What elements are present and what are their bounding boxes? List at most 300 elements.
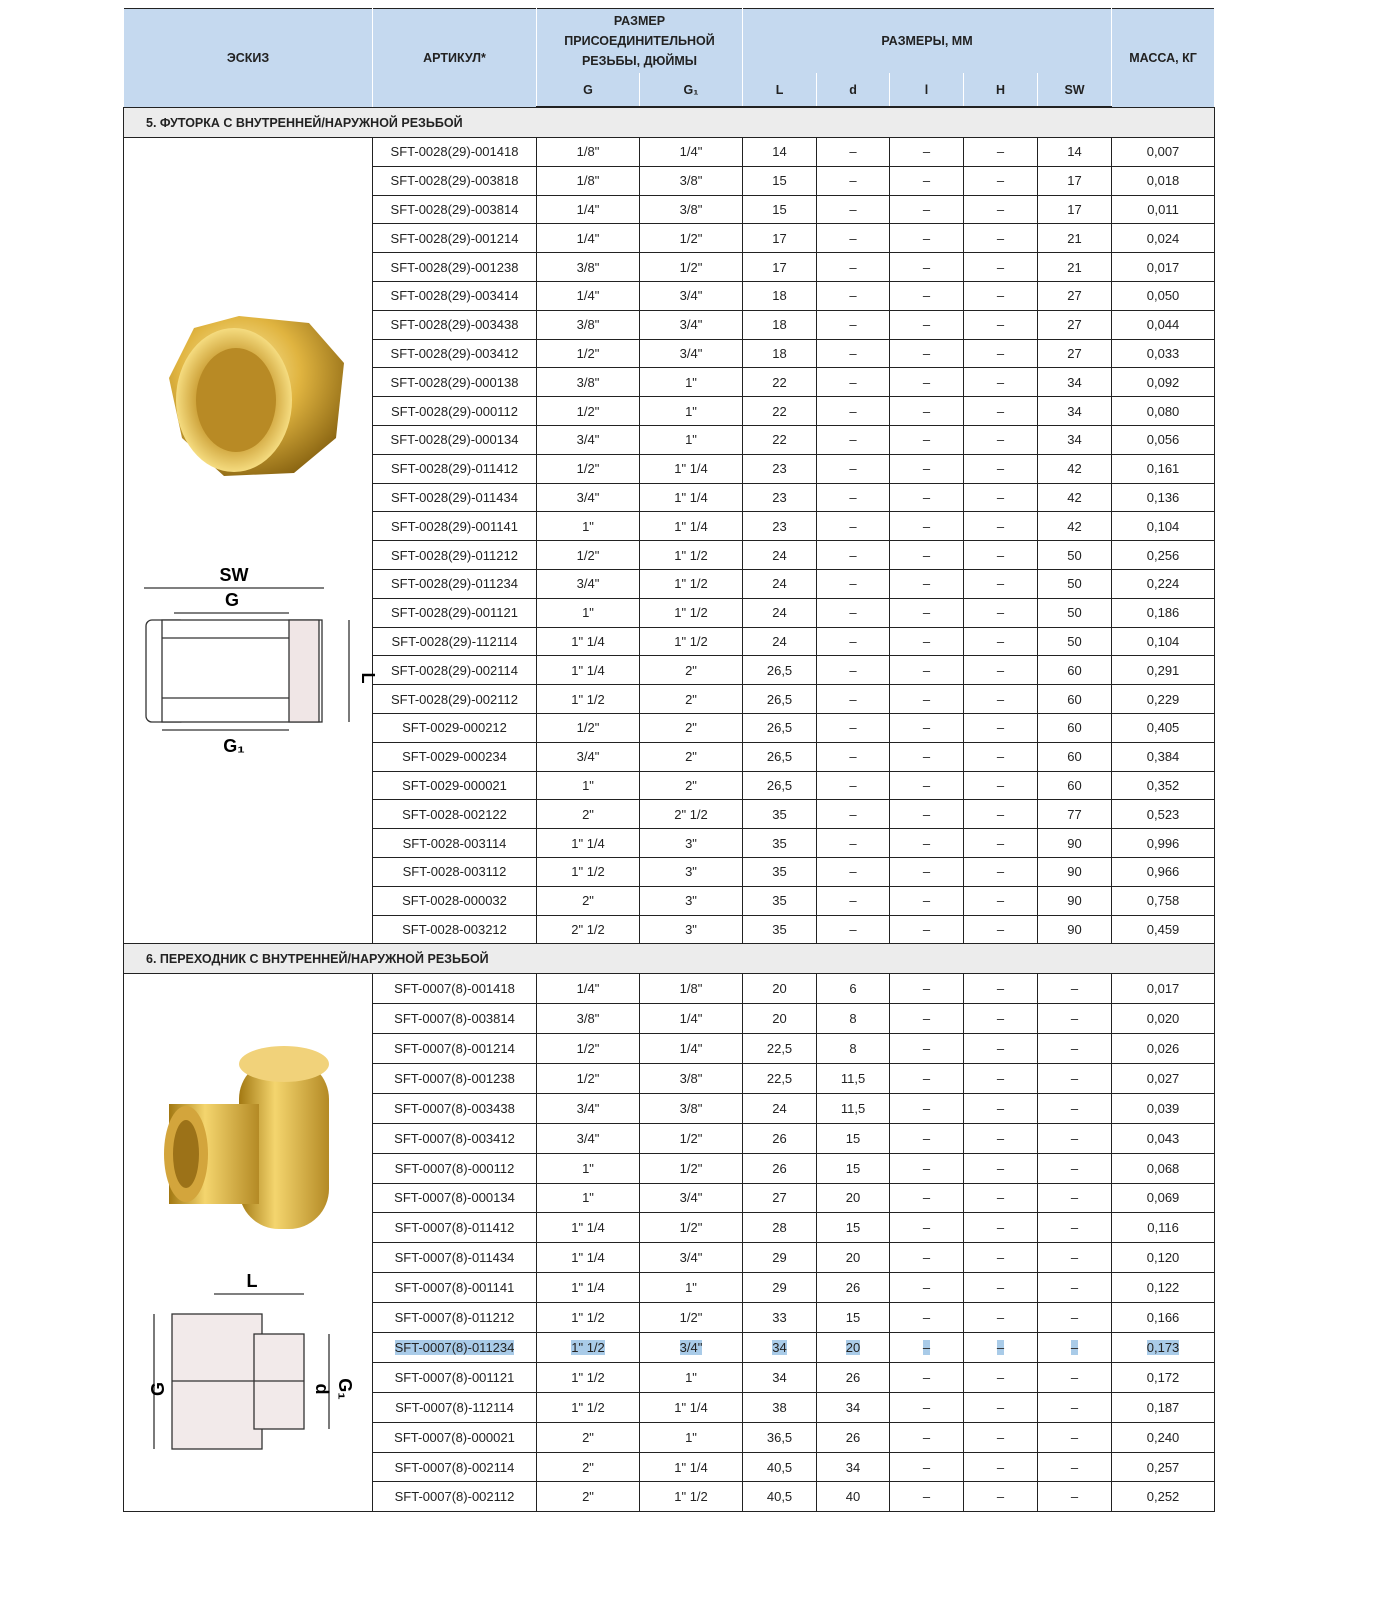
mass-value: 0,104 bbox=[1146, 633, 1180, 649]
cell-l-small bbox=[890, 195, 964, 224]
cell-g1 bbox=[640, 195, 743, 224]
cell-d bbox=[817, 1183, 890, 1213]
cell-g1 bbox=[640, 1034, 743, 1064]
mass-value: 0,229 bbox=[1146, 691, 1180, 707]
sw-value: – bbox=[1070, 1220, 1079, 1236]
cell-l bbox=[743, 627, 817, 656]
cell-g1 bbox=[640, 397, 743, 426]
d-value: – bbox=[849, 864, 857, 880]
article-value: SFT-0007(8)-003412 bbox=[394, 1130, 515, 1146]
cell-l-small bbox=[890, 397, 964, 426]
article-value: SFT-0007(8)-000134 bbox=[394, 1190, 515, 1206]
cell-l bbox=[743, 915, 817, 944]
cell-g1 bbox=[640, 915, 743, 944]
cell-h bbox=[964, 1243, 1038, 1273]
cell-h bbox=[964, 915, 1038, 944]
cell-d bbox=[817, 627, 890, 656]
cell-l-small bbox=[890, 829, 964, 858]
cell-l bbox=[743, 713, 817, 742]
cell-l bbox=[743, 974, 817, 1004]
sw-value: 50 bbox=[1067, 633, 1082, 649]
sw-value: – bbox=[1070, 1041, 1079, 1057]
l-small-value: – bbox=[922, 345, 931, 361]
cell-sw bbox=[1038, 425, 1112, 454]
cell-d bbox=[817, 742, 890, 771]
cell-article bbox=[373, 1452, 537, 1482]
cell-article bbox=[373, 541, 537, 570]
cell-g1 bbox=[640, 1004, 743, 1034]
cell-g1 bbox=[640, 1392, 743, 1422]
header-sketch: ЭСКИЗ bbox=[124, 9, 373, 108]
cell-g bbox=[537, 1422, 640, 1452]
cell-article bbox=[373, 742, 537, 771]
g-value: 3/4" bbox=[576, 749, 600, 765]
cell-d bbox=[817, 1303, 890, 1333]
g1-value: 3/8" bbox=[679, 201, 703, 217]
cell-sw bbox=[1038, 1362, 1112, 1392]
article-value: SFT-0028-003112 bbox=[402, 864, 507, 880]
cell-l bbox=[743, 886, 817, 915]
mass-value: 0,172 bbox=[1146, 1369, 1180, 1385]
header-mass: МАССА, КГ bbox=[1112, 9, 1215, 108]
l-value: 24 bbox=[772, 1100, 787, 1116]
cell-g1 bbox=[640, 1333, 743, 1363]
cell-l bbox=[743, 425, 817, 454]
g-value: 2" bbox=[582, 1489, 594, 1505]
sw-value: 21 bbox=[1067, 259, 1082, 275]
h-value: – bbox=[996, 662, 1005, 678]
l-value: 35 bbox=[772, 835, 787, 851]
d-value: – bbox=[849, 720, 857, 736]
cell-g bbox=[537, 253, 640, 282]
d-value: 8 bbox=[849, 1011, 857, 1027]
h-value: – bbox=[996, 547, 1005, 563]
cell-mass bbox=[1112, 310, 1215, 339]
cell-g bbox=[537, 310, 640, 339]
mass-value: 0,024 bbox=[1146, 230, 1180, 246]
g1-value: 3/4" bbox=[679, 1190, 703, 1206]
cell-mass bbox=[1112, 569, 1215, 598]
cell-d bbox=[817, 915, 890, 944]
cell-h bbox=[964, 483, 1038, 512]
sw-value: – bbox=[1070, 1369, 1079, 1385]
g1-value: 1" bbox=[685, 1429, 697, 1445]
cell-g1 bbox=[640, 1303, 743, 1333]
article-value: SFT-0007(8)-011212 bbox=[394, 1310, 515, 1326]
cell-l-small bbox=[890, 713, 964, 742]
d-value: – bbox=[849, 777, 857, 793]
l-value: 38 bbox=[772, 1399, 787, 1415]
l-small-value: – bbox=[922, 1339, 931, 1355]
cell-g bbox=[537, 1153, 640, 1183]
cell-d bbox=[817, 1243, 890, 1273]
cell-sw bbox=[1038, 1123, 1112, 1153]
cell-l bbox=[743, 1452, 817, 1482]
cell-d bbox=[817, 1362, 890, 1392]
cell-l bbox=[743, 771, 817, 800]
cell-mass bbox=[1112, 915, 1215, 944]
cell-article bbox=[373, 1093, 537, 1123]
cell-mass bbox=[1112, 339, 1215, 368]
cell-sw bbox=[1038, 915, 1112, 944]
cell-g bbox=[537, 512, 640, 541]
cell-l-small bbox=[890, 1004, 964, 1034]
cell-l bbox=[743, 512, 817, 541]
cell-d bbox=[817, 771, 890, 800]
cell-l-small bbox=[890, 857, 964, 886]
cell-h bbox=[964, 138, 1038, 167]
mass-value: 0,186 bbox=[1146, 605, 1180, 621]
g1-value: 1/2" bbox=[679, 230, 703, 246]
g-value: 1/2" bbox=[576, 1070, 600, 1086]
cell-l bbox=[743, 1153, 817, 1183]
h-value: – bbox=[996, 1459, 1005, 1475]
l-value: 35 bbox=[772, 921, 787, 937]
h-value: – bbox=[996, 317, 1005, 333]
sw-value: 60 bbox=[1067, 777, 1082, 793]
h-value: – bbox=[996, 461, 1005, 477]
article-value: SFT-0028(29)-001121 bbox=[391, 605, 518, 621]
cell-sw bbox=[1038, 1452, 1112, 1482]
cell-l-small bbox=[890, 1333, 964, 1363]
cell-sw bbox=[1038, 1333, 1112, 1363]
cell-mass bbox=[1112, 281, 1215, 310]
sw-value: 77 bbox=[1067, 806, 1082, 822]
article-value: SFT-0028(29)-001214 bbox=[390, 230, 519, 246]
cell-g bbox=[537, 569, 640, 598]
d-value: – bbox=[849, 518, 857, 534]
mass-value: 0,068 bbox=[1146, 1160, 1180, 1176]
d-value: 20 bbox=[845, 1339, 861, 1355]
article-value: SFT-0007(8)-000112 bbox=[394, 1160, 515, 1176]
cell-l bbox=[743, 310, 817, 339]
d-value: 15 bbox=[845, 1130, 861, 1146]
article-value: SFT-0028(29)-000112 bbox=[391, 403, 518, 419]
mass-value: 0,161 bbox=[1146, 461, 1180, 477]
cell-article bbox=[373, 915, 537, 944]
l-value: 26,5 bbox=[766, 749, 793, 765]
l-value: 24 bbox=[772, 547, 787, 563]
l-value: 24 bbox=[772, 633, 787, 649]
mass-value: 0,523 bbox=[1146, 806, 1180, 822]
l-value: 40,5 bbox=[766, 1459, 793, 1475]
d-value: – bbox=[849, 201, 857, 217]
cell-mass bbox=[1112, 857, 1215, 886]
cell-d bbox=[817, 685, 890, 714]
cell-h bbox=[964, 1422, 1038, 1452]
table-row bbox=[124, 974, 1215, 1004]
cell-sw bbox=[1038, 281, 1112, 310]
g1-value: 1" bbox=[685, 374, 697, 390]
d-value: – bbox=[849, 893, 857, 909]
cell-h bbox=[964, 1213, 1038, 1243]
cell-sw bbox=[1038, 857, 1112, 886]
g-value: 1" 1/4 bbox=[571, 1250, 605, 1266]
h-value: – bbox=[996, 777, 1005, 793]
cell-l bbox=[743, 1333, 817, 1363]
cell-article bbox=[373, 1392, 537, 1422]
cell-sw bbox=[1038, 1422, 1112, 1452]
cell-l bbox=[743, 541, 817, 570]
cell-mass bbox=[1112, 1243, 1215, 1273]
cell-article bbox=[373, 310, 537, 339]
cell-l bbox=[743, 1303, 817, 1333]
cell-l bbox=[743, 685, 817, 714]
cell-l bbox=[743, 397, 817, 426]
cell-sw bbox=[1038, 1273, 1112, 1303]
cell-h bbox=[964, 397, 1038, 426]
cell-mass bbox=[1112, 1303, 1215, 1333]
l-small-value: – bbox=[922, 1459, 931, 1475]
article-value: SFT-0028(29)-003438 bbox=[390, 317, 519, 333]
mass-value: 0,122 bbox=[1146, 1280, 1180, 1296]
g1-value: 1" bbox=[685, 1280, 697, 1296]
g1-value: 1" 1/2 bbox=[674, 576, 708, 592]
article-value: SFT-0028(29)-011434 bbox=[391, 489, 518, 505]
cell-l bbox=[743, 368, 817, 397]
cell-g bbox=[537, 541, 640, 570]
article-value: SFT-0028(29)-001141 bbox=[391, 518, 518, 534]
cell-d bbox=[817, 886, 890, 915]
l-small-value: – bbox=[922, 461, 931, 477]
cell-mass bbox=[1112, 454, 1215, 483]
cell-l bbox=[743, 598, 817, 627]
article-value: SFT-0007(8)-011234 bbox=[394, 1339, 515, 1355]
drawing-label: SW bbox=[219, 565, 249, 585]
h-value: – bbox=[996, 259, 1005, 275]
h-value: – bbox=[996, 1280, 1005, 1296]
cell-article bbox=[373, 397, 537, 426]
mass-value: 0,459 bbox=[1146, 921, 1180, 937]
cell-d bbox=[817, 339, 890, 368]
cell-l-small bbox=[890, 1213, 964, 1243]
cell-article bbox=[373, 253, 537, 282]
cell-d bbox=[817, 224, 890, 253]
l-value: 33 bbox=[772, 1310, 787, 1326]
h-value: – bbox=[996, 201, 1005, 217]
cell-l-small bbox=[890, 569, 964, 598]
mass-value: 0,027 bbox=[1146, 1070, 1180, 1086]
g-value: 3/4" bbox=[576, 432, 600, 448]
cell-article bbox=[373, 771, 537, 800]
sw-value: 17 bbox=[1067, 173, 1082, 189]
cell-g1 bbox=[640, 512, 743, 541]
cell-l-small bbox=[890, 974, 964, 1004]
cell-l-small bbox=[890, 1273, 964, 1303]
cell-sw bbox=[1038, 224, 1112, 253]
cell-h bbox=[964, 857, 1038, 886]
cell-g bbox=[537, 1034, 640, 1064]
cell-l-small bbox=[890, 138, 964, 167]
mass-value: 0,187 bbox=[1146, 1399, 1180, 1415]
cell-mass bbox=[1112, 886, 1215, 915]
cell-h bbox=[964, 1093, 1038, 1123]
l-small-value: – bbox=[922, 1489, 931, 1505]
cell-g1 bbox=[640, 598, 743, 627]
l-value: 15 bbox=[772, 201, 787, 217]
cell-g1 bbox=[640, 1452, 743, 1482]
sw-value: 60 bbox=[1067, 691, 1082, 707]
g1-value: 1" 1/4 bbox=[674, 518, 708, 534]
cell-article bbox=[373, 454, 537, 483]
l-value: 22 bbox=[772, 432, 787, 448]
cell-mass bbox=[1112, 1213, 1215, 1243]
g-value: 2" bbox=[582, 893, 594, 909]
cell-sw bbox=[1038, 138, 1112, 167]
cell-article bbox=[373, 1333, 537, 1363]
cell-article bbox=[373, 1422, 537, 1452]
sw-value: – bbox=[1070, 1130, 1079, 1146]
mass-value: 0,384 bbox=[1146, 749, 1180, 765]
article-value: SFT-0029-000212 bbox=[402, 720, 507, 736]
l-value: 29 bbox=[772, 1250, 787, 1266]
h-value: – bbox=[996, 864, 1005, 880]
sw-value: – bbox=[1070, 1160, 1079, 1176]
g1-value: 3/4" bbox=[679, 1250, 703, 1266]
cell-sw bbox=[1038, 483, 1112, 512]
cell-l-small bbox=[890, 1093, 964, 1123]
h-value: – bbox=[996, 1190, 1005, 1206]
cell-g bbox=[537, 1123, 640, 1153]
cell-l-small bbox=[890, 771, 964, 800]
g1-value: 3/4" bbox=[679, 1339, 703, 1355]
sw-value: 90 bbox=[1067, 893, 1082, 909]
g-value: 2" bbox=[582, 1429, 594, 1445]
l-value: 35 bbox=[772, 893, 787, 909]
cell-g bbox=[537, 771, 640, 800]
article-value: SFT-0028(29)-011234 bbox=[391, 576, 518, 592]
cell-l bbox=[743, 1183, 817, 1213]
h-value: – bbox=[996, 749, 1005, 765]
cell-article bbox=[373, 1273, 537, 1303]
h-value: – bbox=[996, 1041, 1005, 1057]
cell-mass bbox=[1112, 656, 1215, 685]
g1-value: 1" bbox=[685, 1369, 697, 1385]
g-value: 2" 1/2 bbox=[571, 921, 605, 937]
cell-h bbox=[964, 1452, 1038, 1482]
mass-value: 0,050 bbox=[1146, 288, 1180, 304]
l-small-value: – bbox=[922, 374, 931, 390]
cell-l-small bbox=[890, 1063, 964, 1093]
cell-mass bbox=[1112, 541, 1215, 570]
l-value: 22 bbox=[772, 403, 787, 419]
cell-g1 bbox=[640, 253, 743, 282]
l-value: 23 bbox=[772, 518, 787, 534]
mass-value: 0,039 bbox=[1146, 1100, 1180, 1116]
article-value: SFT-0028(29)-000134 bbox=[390, 432, 519, 448]
cell-g1 bbox=[640, 974, 743, 1004]
cell-g1 bbox=[640, 1422, 743, 1452]
article-value: SFT-0028(29)-001418 bbox=[390, 144, 519, 160]
d-value: – bbox=[849, 576, 857, 592]
cell-g bbox=[537, 974, 640, 1004]
h-value: – bbox=[996, 691, 1005, 707]
cell-d bbox=[817, 195, 890, 224]
cell-sw bbox=[1038, 397, 1112, 426]
header-col-3: d bbox=[817, 73, 890, 107]
cell-mass bbox=[1112, 397, 1215, 426]
cell-article bbox=[373, 569, 537, 598]
g-value: 2" bbox=[582, 1459, 594, 1475]
l-value: 29 bbox=[772, 1280, 787, 1296]
cell-d bbox=[817, 1093, 890, 1123]
article-value: SFT-0007(8)-001418 bbox=[394, 981, 515, 997]
cell-l-small bbox=[890, 512, 964, 541]
drawing-label: L bbox=[246, 1271, 258, 1292]
cell-g1 bbox=[640, 1213, 743, 1243]
g-value: 1/4" bbox=[576, 288, 600, 304]
cell-article bbox=[373, 1303, 537, 1333]
l-value: 20 bbox=[772, 1011, 787, 1027]
cell-g bbox=[537, 915, 640, 944]
cell-g1 bbox=[640, 166, 743, 195]
mass-value: 0,758 bbox=[1146, 893, 1180, 909]
article-value: SFT-0007(8)-112114 bbox=[395, 1399, 514, 1415]
cell-d bbox=[817, 281, 890, 310]
g-value: 3/4" bbox=[576, 1100, 600, 1116]
cell-article bbox=[373, 1243, 537, 1273]
cell-l bbox=[743, 138, 817, 167]
cell-mass bbox=[1112, 1422, 1215, 1452]
cell-l bbox=[743, 253, 817, 282]
h-value: – bbox=[996, 1489, 1005, 1505]
g-value: 1/2" bbox=[576, 720, 600, 736]
l-value: 18 bbox=[772, 288, 787, 304]
h-value: – bbox=[996, 1011, 1005, 1027]
cell-h bbox=[964, 1183, 1038, 1213]
cell-h bbox=[964, 1034, 1038, 1064]
sw-value: 34 bbox=[1067, 432, 1082, 448]
cell-l-small bbox=[890, 166, 964, 195]
cell-g1 bbox=[640, 1362, 743, 1392]
g1-value: 1" 1/4 bbox=[674, 461, 708, 477]
sw-value: 21 bbox=[1067, 230, 1082, 246]
cell-mass bbox=[1112, 742, 1215, 771]
cell-l bbox=[743, 1482, 817, 1512]
cell-d bbox=[817, 1004, 890, 1034]
cell-article bbox=[373, 598, 537, 627]
cell-h bbox=[964, 253, 1038, 282]
g1-value: 1/2" bbox=[679, 1220, 703, 1236]
l-small-value: – bbox=[922, 518, 931, 534]
l-value: 27 bbox=[772, 1190, 787, 1206]
g1-value: 2" bbox=[685, 662, 697, 678]
l-value: 26 bbox=[772, 1130, 787, 1146]
g1-value: 1" bbox=[685, 432, 697, 448]
mass-value: 0,069 bbox=[1146, 1190, 1180, 1206]
l-value: 34 bbox=[772, 1339, 787, 1355]
header-col-1: G₁ bbox=[640, 73, 743, 107]
cell-l-small bbox=[890, 1482, 964, 1512]
h-value: – bbox=[996, 345, 1005, 361]
cell-g bbox=[537, 1213, 640, 1243]
cell-l bbox=[743, 1213, 817, 1243]
d-value: – bbox=[849, 662, 857, 678]
cell-g1 bbox=[640, 483, 743, 512]
d-value: – bbox=[849, 259, 857, 275]
cell-h bbox=[964, 310, 1038, 339]
cell-d bbox=[817, 656, 890, 685]
cell-sw bbox=[1038, 541, 1112, 570]
h-value: – bbox=[996, 1220, 1005, 1236]
sketch-cell bbox=[124, 138, 378, 944]
cell-g bbox=[537, 166, 640, 195]
cell-g bbox=[537, 800, 640, 829]
cell-d bbox=[817, 713, 890, 742]
cell-d bbox=[817, 1273, 890, 1303]
cell-sw bbox=[1038, 1034, 1112, 1064]
cell-g1 bbox=[640, 541, 743, 570]
